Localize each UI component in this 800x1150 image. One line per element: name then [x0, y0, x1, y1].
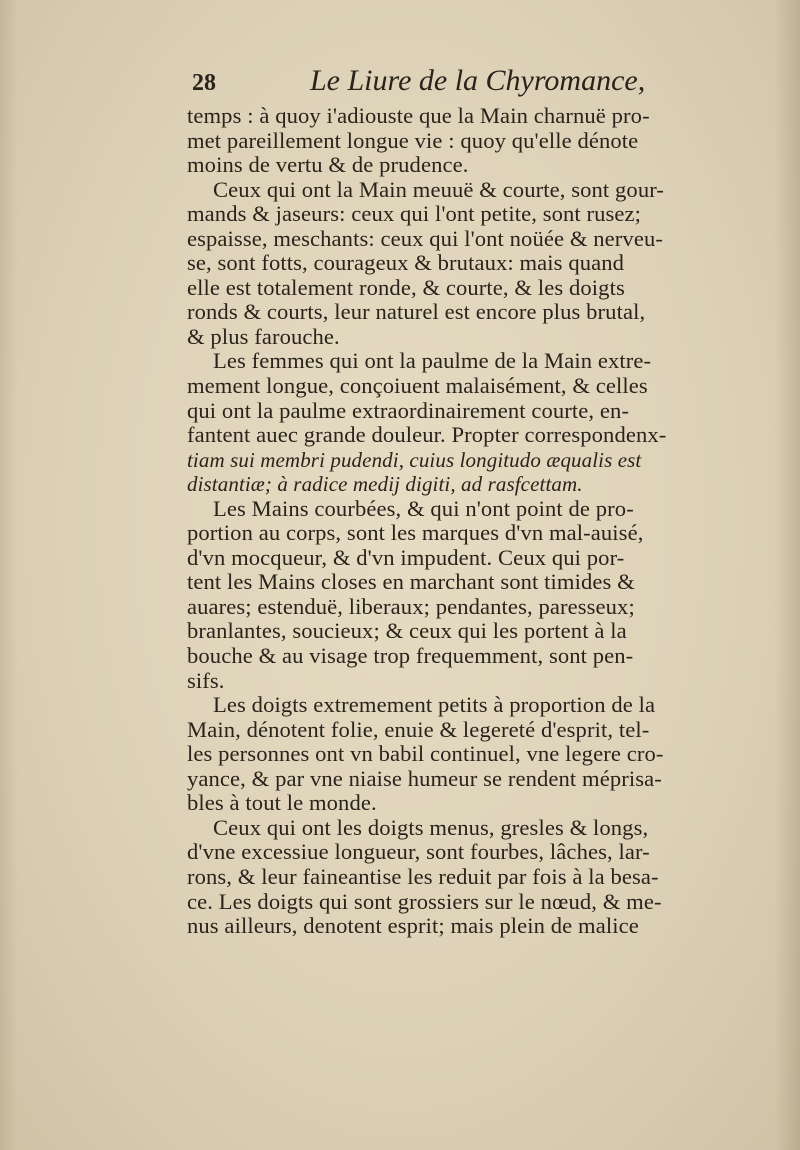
- text-line: temps : à quoy i'adiouste que la Main charnuë pro-: [187, 104, 650, 128]
- text-line: espaisse, meschants: ceux qui l'ont noüée & nerveu-: [187, 226, 663, 251]
- running-title: Le Liure de la Chyromance,: [310, 64, 646, 97]
- text-line: yance, & par vne niaise humeur se rendent méprisa-: [187, 766, 662, 791]
- text-line: branlantes, soucieux; & ceux qui les portent à la: [187, 619, 627, 644]
- text-line: Main, dénotent folie, enuie & legereté d'esprit, tel-: [187, 717, 650, 742]
- page-right-shadow: [774, 0, 800, 1150]
- text-line: Ceux qui ont la Main meuuë & courte, sont gour-: [213, 177, 665, 202]
- text-line: se, sont fotts, courageux & brutaux: mais quand: [187, 251, 625, 276]
- text-line: sifs.: [187, 668, 225, 693]
- page-header: [192, 64, 692, 104]
- text-line: Les doigts extremement petits à proportion de la: [213, 693, 656, 718]
- page-number: 28: [192, 70, 216, 96]
- text-line: ce. Les doigts qui sont grossiers sur le nœud, & me-: [187, 889, 662, 914]
- text-line: les personnes ont vn babil continuel, vne legere cro-: [187, 742, 664, 767]
- text-line: met pareillement longue vie : quoy qu'elle dénote: [187, 128, 639, 153]
- text-line: rons, & leur faineantise les reduit par fois à la besa-: [187, 864, 659, 889]
- text-line: nus ailleurs, denotent esprit; mais plein de malice: [187, 914, 639, 939]
- text-line: fantent auec grande douleur. Propter correspondenx-: [187, 423, 667, 448]
- text-line: elle est totalement ronde, & courte, & les doigts: [187, 275, 625, 300]
- text-line: auares; estenduë, liberaux; pendantes, paresseux;: [187, 594, 635, 619]
- text-line: bouche & au visage trop frequemment, sont pen-: [187, 644, 634, 669]
- text-line: d'vne excessiue longueur, sont fourbes, lâches, lar-: [187, 840, 650, 865]
- text-line: moins de vertu & de prudence.: [187, 153, 469, 178]
- text-line: qui ont la paulme extraordinairement courte, en-: [187, 398, 630, 423]
- text-line: & plus farouche.: [187, 324, 340, 349]
- text-line: mands & jaseurs: ceux qui l'ont petite, sont rusez;: [187, 202, 642, 227]
- text-line: tiam sui membri pudendi, cuius longitudo æqualis est: [187, 447, 642, 472]
- text-line: portion au corps, sont les marques d'vn mal-auisé,: [187, 521, 644, 546]
- text-line: bles à tout le monde.: [187, 791, 377, 816]
- text-line: ronds & courts, leur naturel est encore plus brutal,: [187, 300, 646, 325]
- text-line: distantiæ; à radice medij digiti, ad rasfcettam.: [187, 472, 583, 497]
- text-line: tent les Mains closes en marchant sont timides &: [187, 570, 635, 595]
- text-line: Les femmes qui ont la paulme de la Main extre-: [213, 349, 652, 374]
- text-line: Les Mains courbées, & qui n'ont point de pro-: [213, 496, 634, 521]
- body-text: [187, 104, 767, 939]
- text-line: mement longue, conçoiuent malaisément, & celles: [187, 374, 648, 399]
- text-line: d'vn mocqueur, & d'vn impudent. Ceux qui por-: [187, 545, 625, 570]
- page-left-shadow: [0, 0, 18, 1150]
- text-line: Ceux qui ont les doigts menus, gresles & longs,: [213, 815, 649, 840]
